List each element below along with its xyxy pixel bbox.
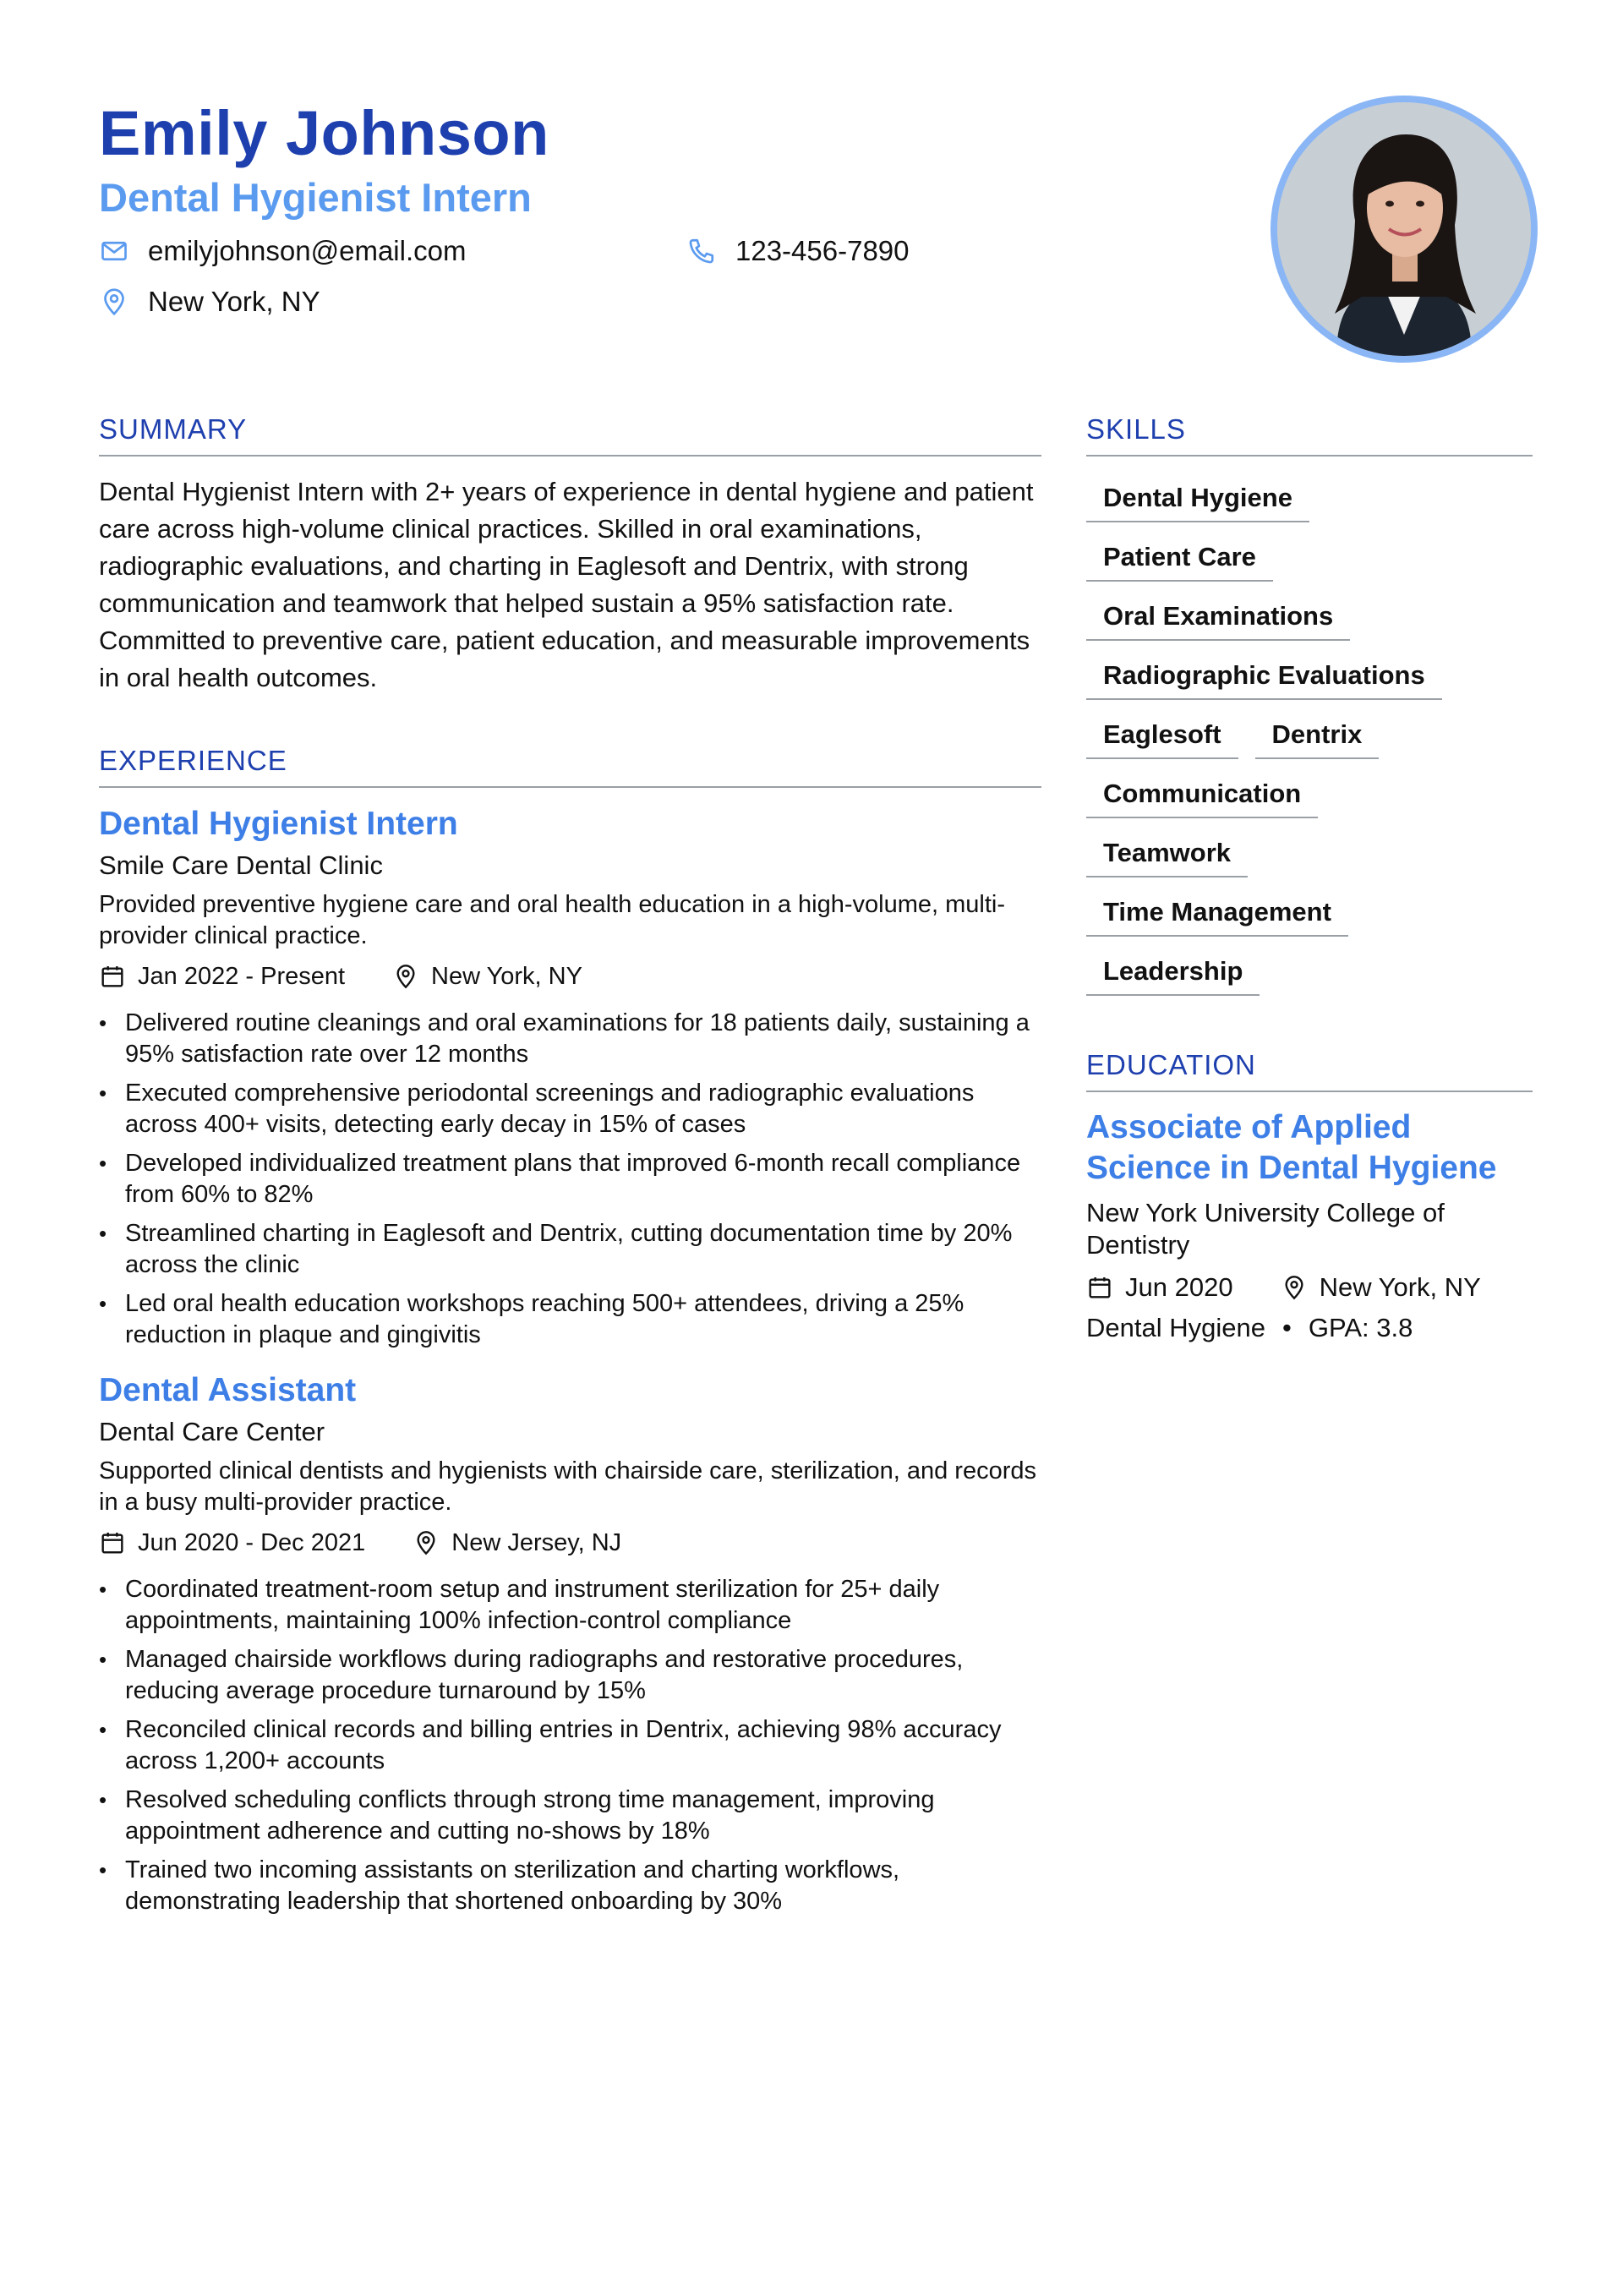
bullet-item: • Trained two incoming assistants on sterilization and charting workflows, demonstrating leadership that shortened onboarding by 30% xyxy=(99,1855,1041,1917)
main-column xyxy=(99,413,1041,1925)
location-pin-icon xyxy=(392,963,419,990)
calendar-icon xyxy=(1086,1274,1113,1301)
bullet-item: • Streamlined charting in Eaglesoft and Dentrix, cutting documentation time by 20% across the clinic xyxy=(99,1218,1041,1281)
education-gpa: GPA: 3.8 xyxy=(1308,1313,1413,1342)
experience-heading: EXPERIENCE xyxy=(99,744,1041,788)
mail-icon xyxy=(99,236,129,266)
candidate-name: Emily Johnson xyxy=(99,98,549,168)
phone-text: 123-456-7890 xyxy=(735,235,910,266)
bullet-item: • Reconciled clinical records and billing entries in Dentrix, achieving 98% accuracy across 1,200+ accounts xyxy=(99,1714,1041,1777)
job-meta xyxy=(99,1527,1041,1559)
contact-location xyxy=(99,286,320,318)
bullet-item: • Executed comprehensive periodontal screenings and radiographic evaluations across 400+ visits, detecting early decay in 15% of cases xyxy=(99,1078,1041,1140)
skills-heading: SKILLS xyxy=(1086,413,1533,456)
skills-section xyxy=(1086,413,1533,996)
experience-section xyxy=(99,744,1041,1917)
skills-list xyxy=(1086,472,1533,996)
job-bullets xyxy=(99,1574,1041,1917)
job-location-text: New Jersey, NJ xyxy=(451,1529,622,1556)
education-location xyxy=(1281,1270,1481,1305)
location-pin-icon xyxy=(1281,1274,1308,1301)
job-meta xyxy=(99,960,1041,992)
skill-tag: Dentrix xyxy=(1255,708,1380,759)
education-location-text: New York, NY xyxy=(1319,1272,1481,1302)
skill-tag: Eaglesoft xyxy=(1086,708,1238,759)
bullet-item: • Managed chairside workflows during radiographs and restorative procedures, reducing average procedure turnaround by 15% xyxy=(99,1644,1041,1707)
education-date-text: Jun 2020 xyxy=(1125,1272,1233,1302)
job-company: Dental Care Center xyxy=(99,1417,325,1446)
school-name: New York University College of Dentistry xyxy=(1086,1198,1445,1260)
bullet-item: • Developed individualized treatment plans that improved 6-month recall compliance from 60% to 82% xyxy=(99,1148,1041,1211)
resume-header xyxy=(99,95,1198,345)
job-description: Supported clinical dentists and hygienists with chairside care, sterilization, and records in a busy multi-provider practice. xyxy=(99,1457,1037,1516)
job-dates xyxy=(99,1527,365,1559)
summary-heading: SUMMARY xyxy=(99,413,1041,456)
job-location xyxy=(413,1527,621,1559)
skill-tag: Time Management xyxy=(1086,886,1348,937)
email-text: emilyjohnson@email.com xyxy=(148,235,467,266)
phone-icon xyxy=(686,236,717,266)
education-meta xyxy=(1086,1270,1533,1305)
skill-tag: Dental Hygiene xyxy=(1086,472,1309,522)
job-title: Dental Assistant xyxy=(99,1372,357,1408)
skill-tag: Communication xyxy=(1086,768,1318,818)
job-location xyxy=(392,960,582,992)
location-pin-icon xyxy=(99,287,129,317)
location-text: New York, NY xyxy=(148,286,320,317)
job-dates-text: Jun 2020 - Dec 2021 xyxy=(138,1529,366,1556)
calendar-icon xyxy=(99,963,126,990)
contact-phone[interactable] xyxy=(686,235,910,267)
education-section xyxy=(1086,1048,1533,1346)
job-dates xyxy=(99,960,345,992)
candidate-title: Dental Hygienist Intern xyxy=(99,175,532,220)
separator-dot: • xyxy=(1281,1313,1292,1342)
skill-tag: Radiographic Evaluations xyxy=(1086,649,1442,700)
job-entry xyxy=(99,1369,1041,1917)
skill-tag: Leadership xyxy=(1086,945,1260,996)
job-location-text: New York, NY xyxy=(431,963,582,990)
job-title: Dental Hygienist Intern xyxy=(99,806,458,842)
bullet-item: • Resolved scheduling conflicts through strong time management, improving appointment adherence and cutting no-shows by 18% xyxy=(99,1785,1041,1847)
location-pin-icon xyxy=(413,1529,440,1556)
job-dates-text: Jan 2022 - Present xyxy=(138,963,346,990)
bullet-item: • Delivered routine cleanings and oral examinations for 18 patients daily, sustaining a 95% satisfaction rate over 12 months xyxy=(99,1008,1041,1070)
education-details xyxy=(1086,1310,1533,1346)
job-bullets xyxy=(99,1008,1041,1351)
job-description: Provided preventive hygiene care and oral health education in a high-volume, multi-provider clinical practice. xyxy=(99,891,1006,949)
bullet-item: • Led oral health education workshops reaching 500+ attendees, driving a 25% reduction in plaque and gingivitis xyxy=(99,1288,1041,1351)
education-heading: EDUCATION xyxy=(1086,1048,1533,1092)
calendar-icon xyxy=(99,1529,126,1556)
sidebar-column xyxy=(1086,413,1533,1346)
skill-tag: Oral Examinations xyxy=(1086,590,1350,641)
portrait-image xyxy=(1277,102,1531,356)
profile-photo xyxy=(1271,96,1538,363)
summary-section xyxy=(99,413,1041,697)
education-field: Dental Hygiene xyxy=(1086,1313,1265,1342)
job-company: Smile Care Dental Clinic xyxy=(99,850,383,880)
skill-tag: Teamwork xyxy=(1086,827,1248,877)
contact-info xyxy=(99,235,1198,345)
skill-tag: Patient Care xyxy=(1086,531,1273,582)
contact-email[interactable] xyxy=(99,235,466,267)
degree-title: Associate of Applied Science in Dental Hygiene xyxy=(1086,1109,1497,1186)
education-date xyxy=(1086,1270,1233,1305)
bullet-item: • Coordinated treatment-room setup and instrument sterilization for 25+ daily appointments, maintaining 100% infection-control compliance xyxy=(99,1574,1041,1637)
job-entry xyxy=(99,803,1041,1351)
summary-text: Dental Hygienist Intern with 2+ years of experience in dental hygiene and patient care across high-volume clinical practices. Skilled in oral examinations, radiographic evaluations, and charting in Eaglesoft and Dentrix, with strong communication and teamwork that helped sustain a 95% satisfaction rate. Committed to preventive care, patient education, and measurable improvements in oral health outcomes. xyxy=(99,477,1034,692)
